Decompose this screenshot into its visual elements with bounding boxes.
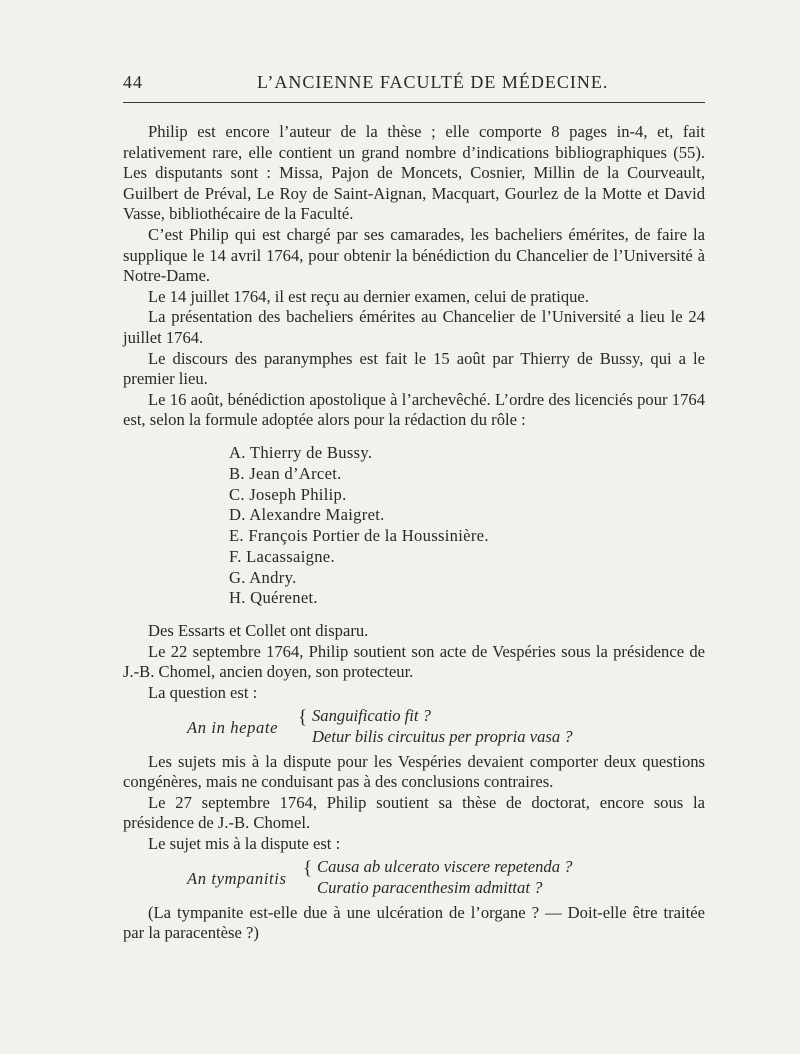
closing-paragraph: (La tympanite est-elle due à une ulcération de l’organe ? — Doit-elle être traitée par la paracentèse ?) xyxy=(123,902,705,943)
header-rule xyxy=(123,102,705,103)
list-item: B. Jean d’Arcet. xyxy=(229,463,342,483)
question-lead: An in hepate xyxy=(187,717,279,737)
paragraph: La question est : xyxy=(148,683,258,703)
page-number: 44 xyxy=(123,72,143,92)
paragraph: Le 14 juillet 1764, il est reçu au dernier examen, celui de pratique. xyxy=(148,286,589,306)
list-item: D. Alexandre Maigret. xyxy=(229,505,385,525)
doctorat-question xyxy=(123,857,705,901)
paragraph: Le 22 septembre 1764, Philip soutient son acte de Vespéries sous la présidence de J.-B. Chomel, ancien doyen, son protecteur. xyxy=(123,641,705,682)
list-item: A. Thierry de Bussy. xyxy=(229,442,373,462)
paragraph: Le sujet mis à la dispute est : xyxy=(148,834,341,854)
paragraph: La présentation des bacheliers émérites au Chancelier de l’Université a lieu le 24 juillet 1764. xyxy=(123,307,705,347)
paragraph: Le 27 septembre 1764, Philip soutient sa thèse de doctorat, encore sous la présidence de J.-B. Chomel. xyxy=(123,792,705,833)
vesperies-question xyxy=(123,706,705,750)
question-line: Sanguificatio fit ? xyxy=(312,705,431,725)
list-item: F. Lacassaigne. xyxy=(229,546,335,566)
paragraph: Le discours des paranymphes est fait le 15 août par Thierry de Bussy, qui a le premier lieu. xyxy=(123,348,705,389)
running-header xyxy=(123,62,703,96)
question-line: Curatio paracenthesim admittat ? xyxy=(317,877,543,897)
paragraph: Le 16 août, bénédiction apostolique à l’archevêché. L’ordre des licenciés pour 1764 est, selon la formule adoptée alors pour la rédaction du rôle : xyxy=(123,389,705,430)
paragraph: Des Essarts et Collet ont disparu. xyxy=(148,621,369,641)
running-title: L’ANCIENNE FACULTÉ DE MÉDECINE. xyxy=(257,72,609,92)
list-item: E. François Portier de la Houssinière. xyxy=(229,526,489,546)
page-body xyxy=(123,122,705,944)
paragraph: Philip est encore l’auteur de la thèse ; elle comporte 8 pages in-4, et, fait relativement rare, elle contient un grand nombre d’indications bibliographiques (55). Les disputants sont : Missa, Pajon de Moncets, Cosnier, Millin de la Courveault, Guilbert de Préval, Le Roy de Saint-Aignan, Macquart, Gourlez de la Motte et David Vasse, bibliothécaire de la Faculté. xyxy=(123,122,705,224)
question-lead: An tympanitis xyxy=(187,868,287,888)
brace-glyph: { xyxy=(298,706,308,728)
question-line: Causa ab ulcerato viscere repetenda ? xyxy=(317,856,573,876)
question-line: Detur bilis circuitus per propria vasa ? xyxy=(312,726,573,746)
list-item: G. Andry. xyxy=(229,567,297,587)
paragraph: Les sujets mis à la dispute pour les Vespéries devaient comporter deux questions congénères, mais ne conduisant pas à des conclusions contraires. xyxy=(123,751,705,792)
list-item: H. Quérenet. xyxy=(229,588,318,608)
licencies-list xyxy=(229,443,705,609)
list-item: C. Joseph Philip. xyxy=(229,484,347,504)
brace-glyph: { xyxy=(303,857,313,879)
paragraph: C’est Philip qui est chargé par ses camarades, les bacheliers émérites, de faire la supplique le 14 avril 1764, pour obtenir la bénédiction du Chancelier de l’Université à Notre-Dame. xyxy=(123,224,705,286)
